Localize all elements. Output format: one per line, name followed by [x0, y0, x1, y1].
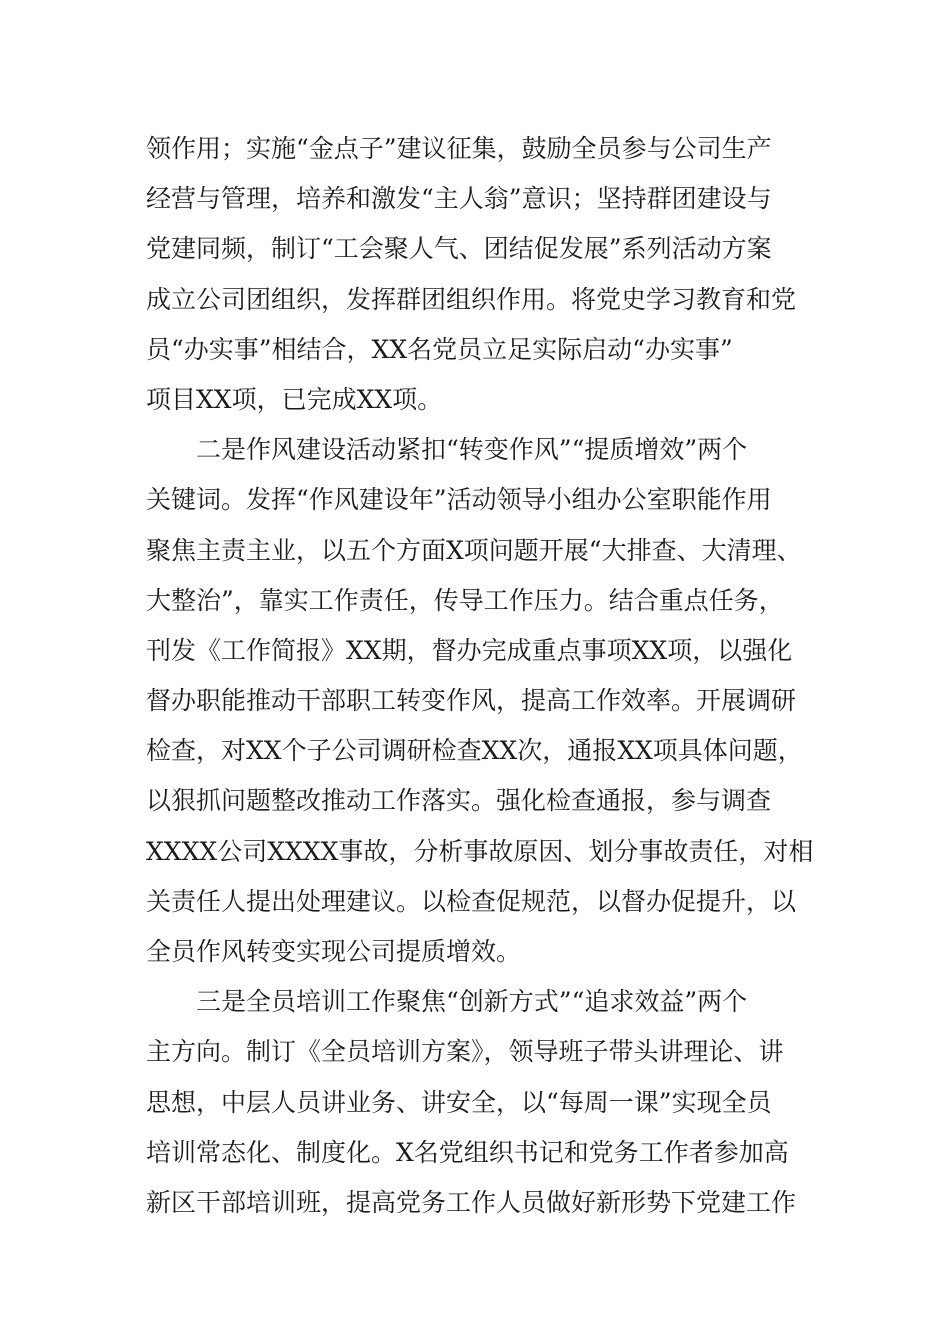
- document-body: [146, 124, 814, 1228]
- text-line: 经营与管理，培养和激发“主人翁”意识；坚持群团建设与: [146, 184, 772, 214]
- text-line: 项目XX项，已完成XX项。: [146, 384, 443, 414]
- text-line-first: 三是全员培训工作聚焦“创新方式”“追求效益”两个: [196, 987, 748, 1017]
- text-line: 聚焦主责主业，以五个方面X项问题开展“大排查、大清理、: [146, 535, 802, 565]
- text-line: 关责任人提出处理建议。以检查促规范，以督办促提升，以: [146, 886, 797, 916]
- text-line: 以狠抓问题整改推动工作落实。强化检查通报，参与调查: [146, 786, 772, 816]
- text-line: 大整治”，靠实工作责任，传导工作压力。结合重点任务，: [146, 585, 784, 615]
- text-line: 检查，对XX个子公司调研检查XX次，通报XX项具体问题，: [146, 736, 803, 766]
- text-line: 员“办实事”相结合，XX名党员立足实际启动“办实事”: [146, 334, 733, 364]
- text-line: 党建同频，制订“工会聚人气、团结促发展”系列活动方案: [146, 234, 772, 264]
- text-line-first: 二是作风建设活动紧扣“转变作风”“提质增效”两个: [196, 435, 748, 465]
- text-line: 督办职能推动干部职工转变作风，提高工作效率。开展调研: [146, 686, 797, 716]
- text-line: 刊发《工作简报》XX期，督办完成重点事项XX项，以强化: [146, 635, 793, 665]
- text-line: 思想，中层人员讲业务、讲安全，以“每周一课”实现全员: [146, 1087, 772, 1117]
- text-line: 成立公司团组织，发挥群团组织作用。将党史学习教育和党: [146, 284, 797, 314]
- text-line: 领作用；实施“金点子”建议征集，鼓励全员参与公司生产: [146, 134, 772, 163]
- paragraph-staff-training: [146, 977, 810, 1228]
- text-line: 培训常态化、制度化。X名党组织书记和党务工作者参加高: [146, 1137, 789, 1167]
- paragraph-party-building-continued: [146, 124, 810, 425]
- text-line: XXXX公司XXXX事故，分析事故原因、划分事故责任，对相: [146, 836, 814, 866]
- text-line: 全员作风转变实现公司提质增效。: [146, 937, 522, 966]
- text-line: 新区干部培训班，提高党务工作人员做好新形势下党建工作: [146, 1187, 797, 1217]
- paragraph-style-building: [146, 425, 814, 977]
- text-line: 主方向。制订《全员培训方案》，领导班子带头讲理论、讲: [146, 1037, 784, 1067]
- text-line: 关键词。发挥“作风建设年”活动领导小组办公室职能作用: [146, 485, 772, 515]
